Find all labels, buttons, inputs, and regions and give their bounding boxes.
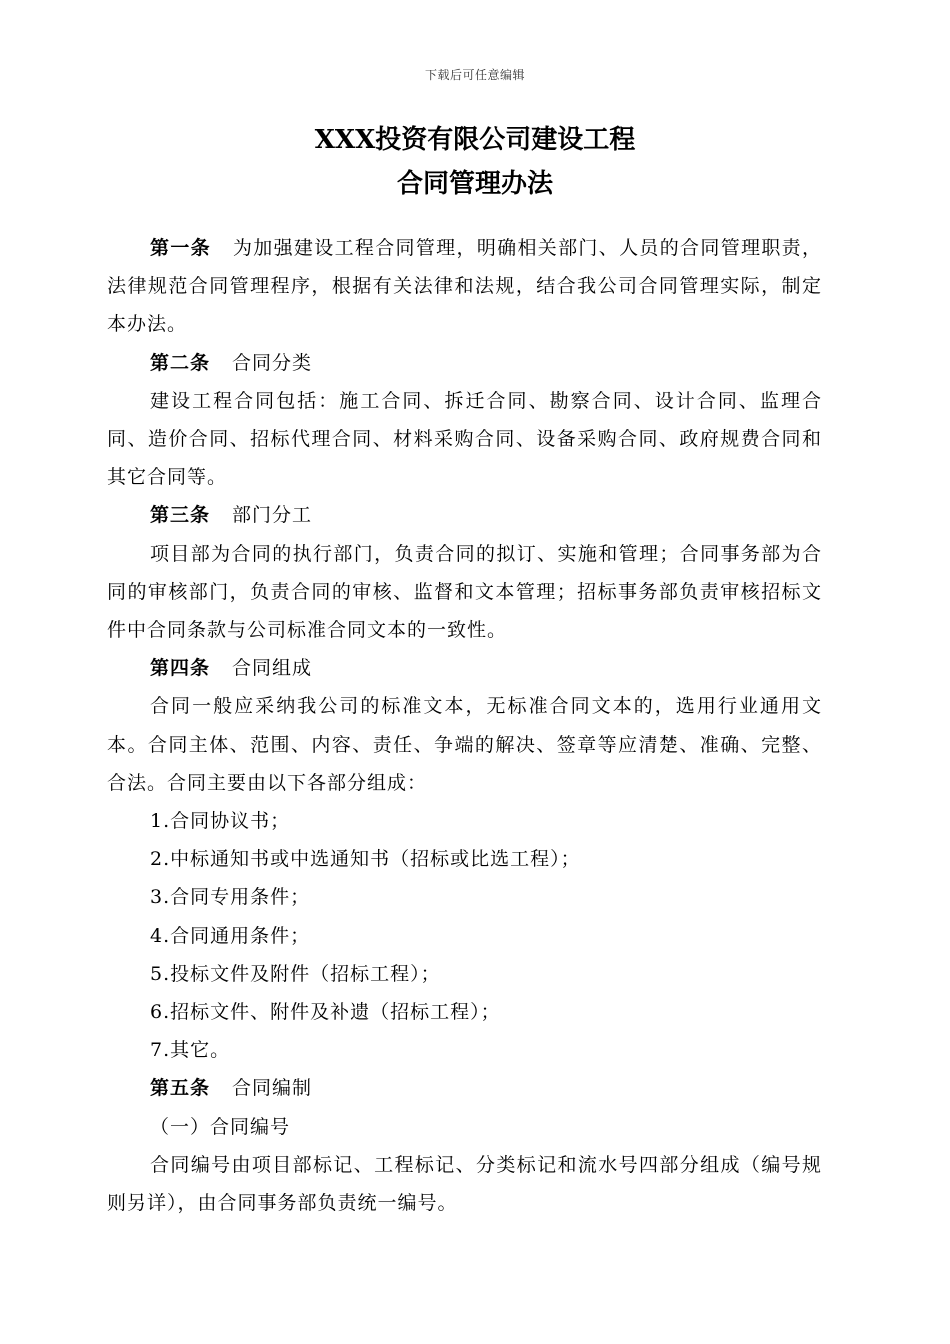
article-4-item-7: 7.其它。 bbox=[150, 1039, 231, 1062]
article-3-paragraph: 项目部为合同的执行部门，负责合同的拟订、实施和管理；合同事务部为合同的审核部门，负责合同的审核、监督和文本管理；招标事务部负责审核招标文件中合同条款与公司标准合同文本的一致性。 bbox=[107, 542, 822, 642]
article-3-title: 部门分工 bbox=[232, 504, 313, 527]
article-4-item-5: 5.投标文件及附件（招标工程）； bbox=[150, 962, 441, 985]
article-5-title-line bbox=[107, 1069, 822, 1107]
article-2-title-line bbox=[107, 344, 822, 382]
article-3-heading: 第三条 bbox=[150, 504, 211, 527]
document-title bbox=[0, 118, 950, 206]
article-3-title-line bbox=[107, 496, 822, 534]
article-4-paragraph: 合同一般应采纳我公司的标准文本，无标准合同文本的，选用行业通用文本。合同主体、范围、内容、责任、争端的解决、签章等应清楚、准确、完整、合法。合同主要由以下各部分组成： bbox=[107, 695, 822, 794]
article-1-text: 为加强建设工程合同管理，明确相关部门、人员的合同管理职责，法律规范合同管理程序，根据有关法律和法规，结合我公司合同管理实际，制定本办法。 bbox=[107, 237, 822, 336]
article-4-item-2: 2.中标通知书或中选通知书（招标或比选工程）； bbox=[150, 848, 581, 871]
article-4-item-4: 4.合同通用条件； bbox=[150, 924, 311, 947]
article-4-heading: 第四条 bbox=[150, 657, 211, 680]
article-4-title-line bbox=[107, 649, 822, 687]
article-1-heading: 第一条 bbox=[150, 237, 211, 259]
article-5-paragraph: 合同编号由项目部标记、工程标记、分类标记和流水号四部分组成（编号规则另详），由合同事务部负责统一编号。 bbox=[107, 1153, 822, 1215]
article-2-heading: 第二条 bbox=[150, 351, 211, 374]
article-4-item-6: 6.招标文件、附件及补遗（招标工程）； bbox=[150, 1001, 501, 1024]
article-5-title: 合同编制 bbox=[232, 1077, 313, 1100]
document-title-line-2: 合同管理办法 bbox=[396, 169, 553, 199]
article-4-item-1: 1.合同协议书； bbox=[150, 810, 291, 833]
article-5-subheading: （一）合同编号 bbox=[150, 1115, 291, 1138]
article-1 bbox=[107, 229, 822, 344]
document-title-line-1: XXX投资有限公司建设工程 bbox=[314, 125, 636, 155]
article-4-title: 合同组成 bbox=[232, 657, 313, 680]
article-2-title: 合同分类 bbox=[232, 351, 313, 374]
document-body bbox=[107, 229, 822, 1222]
article-4-item-3: 3.合同专用条件； bbox=[150, 886, 311, 909]
article-5-heading: 第五条 bbox=[150, 1077, 211, 1100]
article-2-paragraph: 建设工程合同包括：施工合同、拆迁合同、勘察合同、设计合同、监理合同、造价合同、招标代理合同、材料采购合同、设备采购合同、政府规费合同和其它合同等。 bbox=[107, 389, 822, 489]
page-header-note: 下载后可任意编辑 bbox=[424, 68, 525, 82]
